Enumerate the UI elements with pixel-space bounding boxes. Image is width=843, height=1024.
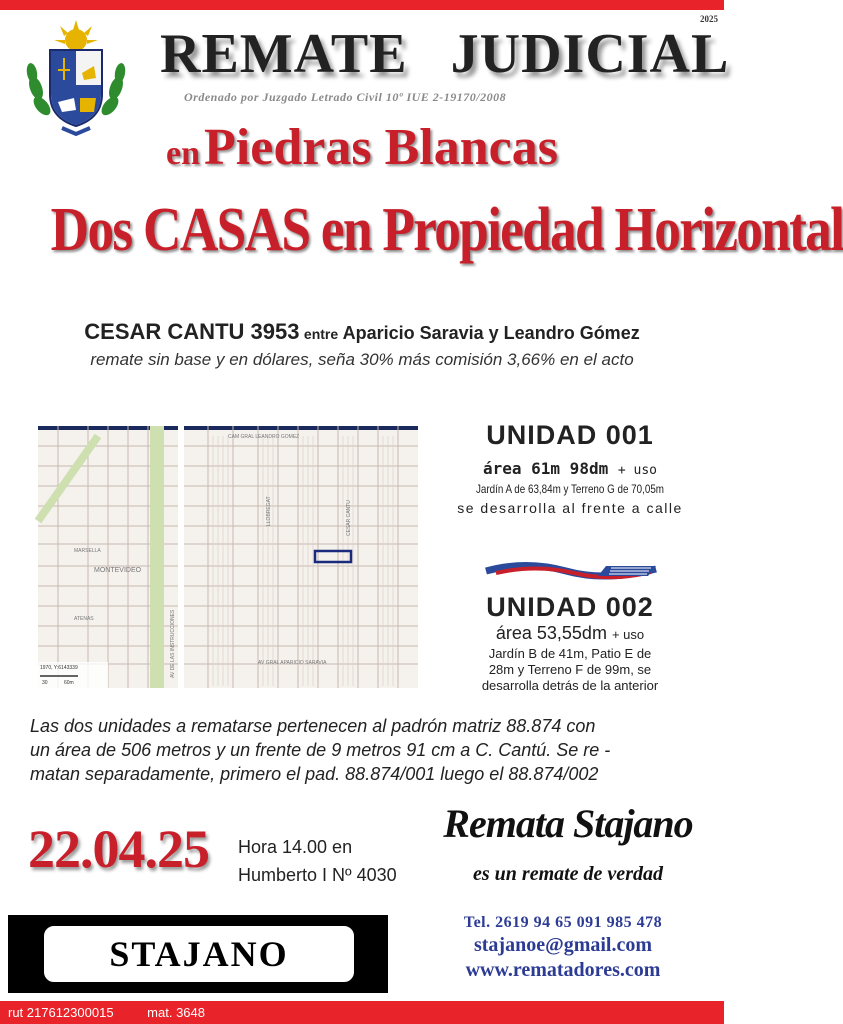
unit-002-detail-line: Jardín B de 41m, Patio E de xyxy=(488,646,652,661)
stajano-logo-box xyxy=(8,915,388,993)
unit-002-area xyxy=(420,623,720,644)
unit-002-panel xyxy=(420,592,720,694)
map-street-label: MONTEVIDEO xyxy=(94,567,142,574)
unit-001-area xyxy=(420,459,720,478)
unit-001-front: se desarrolla al frente a calle xyxy=(457,500,683,516)
map-street-label: LLOBREGAT xyxy=(266,496,272,526)
auction-terms: remate sin base y en dólares, seña 30% más comisión 3,66% en el acto xyxy=(90,350,634,369)
unit-002-title: UNIDAD 002 xyxy=(486,592,654,622)
headline: Dos CASAS en Propiedad Horizontal xyxy=(50,196,843,264)
address-street: CESAR CANTU 3953 xyxy=(84,319,300,344)
brand-script-logo: Remata Stajano xyxy=(443,801,693,846)
unit-002-uso: + uso xyxy=(611,627,645,642)
stajano-logo: STAJANO xyxy=(42,924,356,984)
auction-time-place xyxy=(238,833,397,889)
location-prefix: en xyxy=(166,135,201,172)
unit-001-detail: Jardín A de 63,84m y Terreno G de 70,05m xyxy=(475,482,664,496)
map-coordinates: 1970, Y:6143339 xyxy=(40,665,78,671)
map-scale-label: 60m xyxy=(64,680,74,686)
contact-phones: Tel. 2619 94 65 091 985 478 xyxy=(463,914,663,931)
contact-block xyxy=(418,914,708,982)
property-description xyxy=(30,714,710,786)
auction-date: 22.04.25 xyxy=(28,819,209,879)
location-map xyxy=(38,426,418,688)
unit-002-area-value: área 53,55dm xyxy=(495,623,607,643)
map-street-label: ATENAS xyxy=(74,616,94,622)
map-street-label: CESAR CANTU xyxy=(346,500,352,536)
page-title: REMATE JUDICIAL xyxy=(160,23,730,85)
unit-001-title: UNIDAD 001 xyxy=(486,420,654,450)
description-line: un área de 506 metros y un frente de 9 metros 91 cm a C. Cantú. Se re - xyxy=(30,740,611,760)
top-red-bar xyxy=(0,0,724,10)
property-address xyxy=(0,319,724,345)
footer-mat: mat. 3648 xyxy=(147,1005,205,1020)
description-line: matan separadamente, primero el pad. 88.874/001 luego el 88.874/002 xyxy=(30,764,599,784)
brand-tagline: es un remate de verdad xyxy=(473,863,663,885)
contact-email[interactable]: stajanoe@gmail.com xyxy=(473,934,653,956)
unit-001-uso: + uso xyxy=(617,463,657,478)
auction-place: Humberto I Nº 4030 xyxy=(238,865,397,885)
contact-website[interactable]: www.rematadores.com xyxy=(465,959,661,981)
unit-002-detail-line: 28m y Terreno F de 99m, se xyxy=(488,662,652,677)
map-street-label: AV GRAL APARICIO SARAVIA xyxy=(258,660,327,666)
map-street-label: CAM GRAL LEANDRO GOMEZ xyxy=(228,434,300,440)
year-label: 2025 xyxy=(700,14,718,24)
court-order-subtitle: Ordenado por Juzgado Letrado Civil 10º IUE 2-19170/2008 xyxy=(184,90,507,104)
unit-002-detail xyxy=(420,646,720,694)
map-street-label: AV DE LAS INSTRUCCIONES xyxy=(170,609,176,678)
unit-001-panel xyxy=(420,420,720,516)
location-place: Piedras Blancas xyxy=(204,119,558,176)
address-between: entre xyxy=(303,326,339,342)
address-cross-streets: Aparicio Saravia y Leandro Gómez xyxy=(342,323,640,343)
description-line: Las dos unidades a rematarse pertenecen al padrón matriz 88.874 con xyxy=(30,716,596,736)
bottom-red-bar xyxy=(0,1001,724,1024)
map-street-label: MARSELLA xyxy=(74,548,101,554)
auction-time: Hora 14.00 en xyxy=(238,837,353,857)
ribbon-divider-icon xyxy=(486,560,656,582)
footer-rut: rut 217612300015 xyxy=(8,1005,114,1020)
location-line xyxy=(0,118,724,177)
unit-002-detail-line: desarrolla detrás de la anterior xyxy=(481,678,659,693)
map-scale-start: 30 xyxy=(42,680,48,686)
unit-001-area-value: área 61m 98dm xyxy=(482,459,609,478)
